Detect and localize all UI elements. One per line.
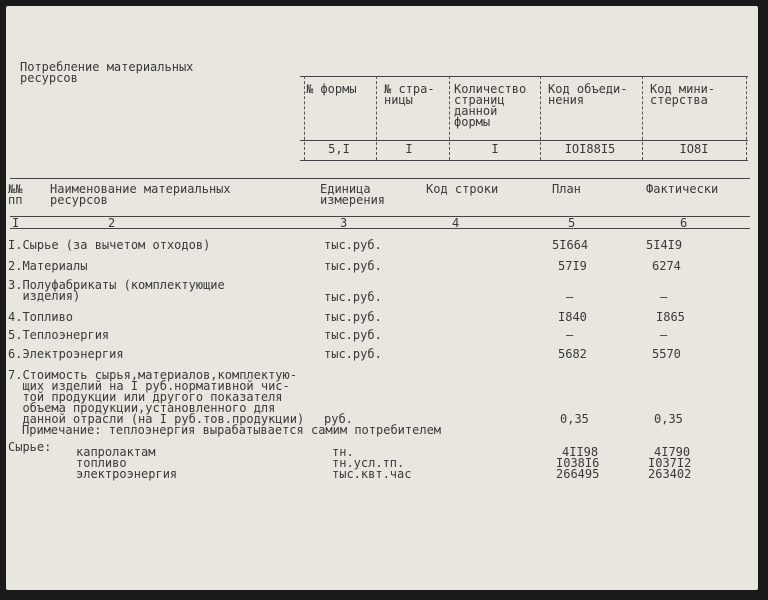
col-row-code: Код строки [426,182,499,196]
col-resource-name: Наименование материальных ресурсов [50,182,231,207]
col-number-5: 5 [568,216,576,230]
row-1-plan: 5I664 [552,238,589,252]
row-4-unit: тыс.руб. [324,310,382,324]
row-4-plan: I840 [558,310,587,324]
col-unit: Единица измерения [320,182,386,207]
row-7-name: 7.Стоимость сырья,материалов,комплектую- щих изделий на I руб.нормативной чис- той продукции или другого показателя объема продукции,установленного для данной отрасли (на I руб.тов.продукции) [8,368,305,426]
col-row-number: №№ пп [8,182,23,207]
value-page-count: I [491,142,499,156]
row-1-actual: 5I4I9 [646,238,683,252]
raw-item-3-plan: 266495 [556,467,600,481]
table-numbers-rule [10,228,750,229]
col-association-code: Код объеди- нения [548,82,628,107]
row-7-unit: руб. [324,412,353,426]
col-plan: План [552,182,581,196]
form-header-table [294,76,748,160]
row-3-unit: тыс.руб. [324,290,382,304]
raw-item-3-name: электроэнергия [76,467,178,481]
raw-item-1-plan: 4II98 [562,445,599,459]
table-note: Примечание: теплоэнергия вырабатывается самим потребителем [22,423,442,437]
document-sheet [6,6,758,590]
raw-item-2-actual: I037I2 [648,456,692,470]
row-5-actual: – [660,328,668,342]
row-5-unit: тыс.руб. [324,328,382,342]
row-3-plan: – [566,290,574,304]
raw-item-3-actual: 263402 [648,467,692,481]
row-2-name: 2.Материалы [8,259,88,273]
col-page-number: № стра- ницы [384,82,435,107]
row-2-actual: 6274 [652,259,681,273]
row-5-plan: – [566,328,574,342]
row-2-plan: 57I9 [558,259,587,273]
table-header-rule [10,216,750,217]
col-number-6: 6 [680,216,688,230]
row-6-name: 6.Электроэнергия [8,347,124,361]
row-7-plan: 0,35 [560,412,589,426]
row-6-unit: тыс.руб. [324,347,382,361]
table-top-rule [10,178,750,179]
document-heading: Потребление материальных ресурсов [20,60,194,85]
row-6-actual: 5570 [652,347,681,361]
raw-item-1-actual: 4I790 [654,445,691,459]
col-number-2: 2 [108,216,116,230]
raw-item-2-name: топливо [76,456,127,470]
row-1-unit: тыс.руб. [324,238,382,252]
col-ministry-code: Код мини- стерства [650,82,716,107]
row-3-actual: – [660,290,668,304]
row-4-name: 4.Топливо [8,310,74,324]
col-number-4: 4 [452,216,460,230]
col-number-3: 3 [340,216,348,230]
raw-materials-label: Сырье: [8,440,52,454]
row-6-plan: 5682 [558,347,587,361]
col-actual: Фактически [646,182,719,196]
value-association-code: IOI88I5 [564,142,616,156]
col-number-1: I [12,216,20,230]
row-7-actual: 0,35 [654,412,683,426]
row-3-name: 3.Полуфабрикаты (комплектующие изделия) [8,278,225,303]
raw-item-2-plan: I038I6 [556,456,600,470]
value-page-number: I [405,142,413,156]
row-1-name: I.Сырье (за вычетом отходов) [8,238,211,252]
row-4-actual: I865 [656,310,685,324]
raw-item-3-unit: тыс.квт.час [332,467,412,481]
value-form-number: 5,I [328,142,350,156]
col-form-number: № формы [306,82,357,96]
raw-item-1-unit: тн. [332,445,354,459]
row-5-name: 5.Теплоэнергия [8,328,110,342]
row-2-unit: тыс.руб. [324,259,382,273]
col-page-count: Количество страниц данной формы [454,82,527,129]
raw-item-2-unit: тн.усл.тп. [332,456,405,470]
value-ministry-code: IO8I [679,142,709,156]
raw-item-1-name: капролактам [76,445,156,459]
